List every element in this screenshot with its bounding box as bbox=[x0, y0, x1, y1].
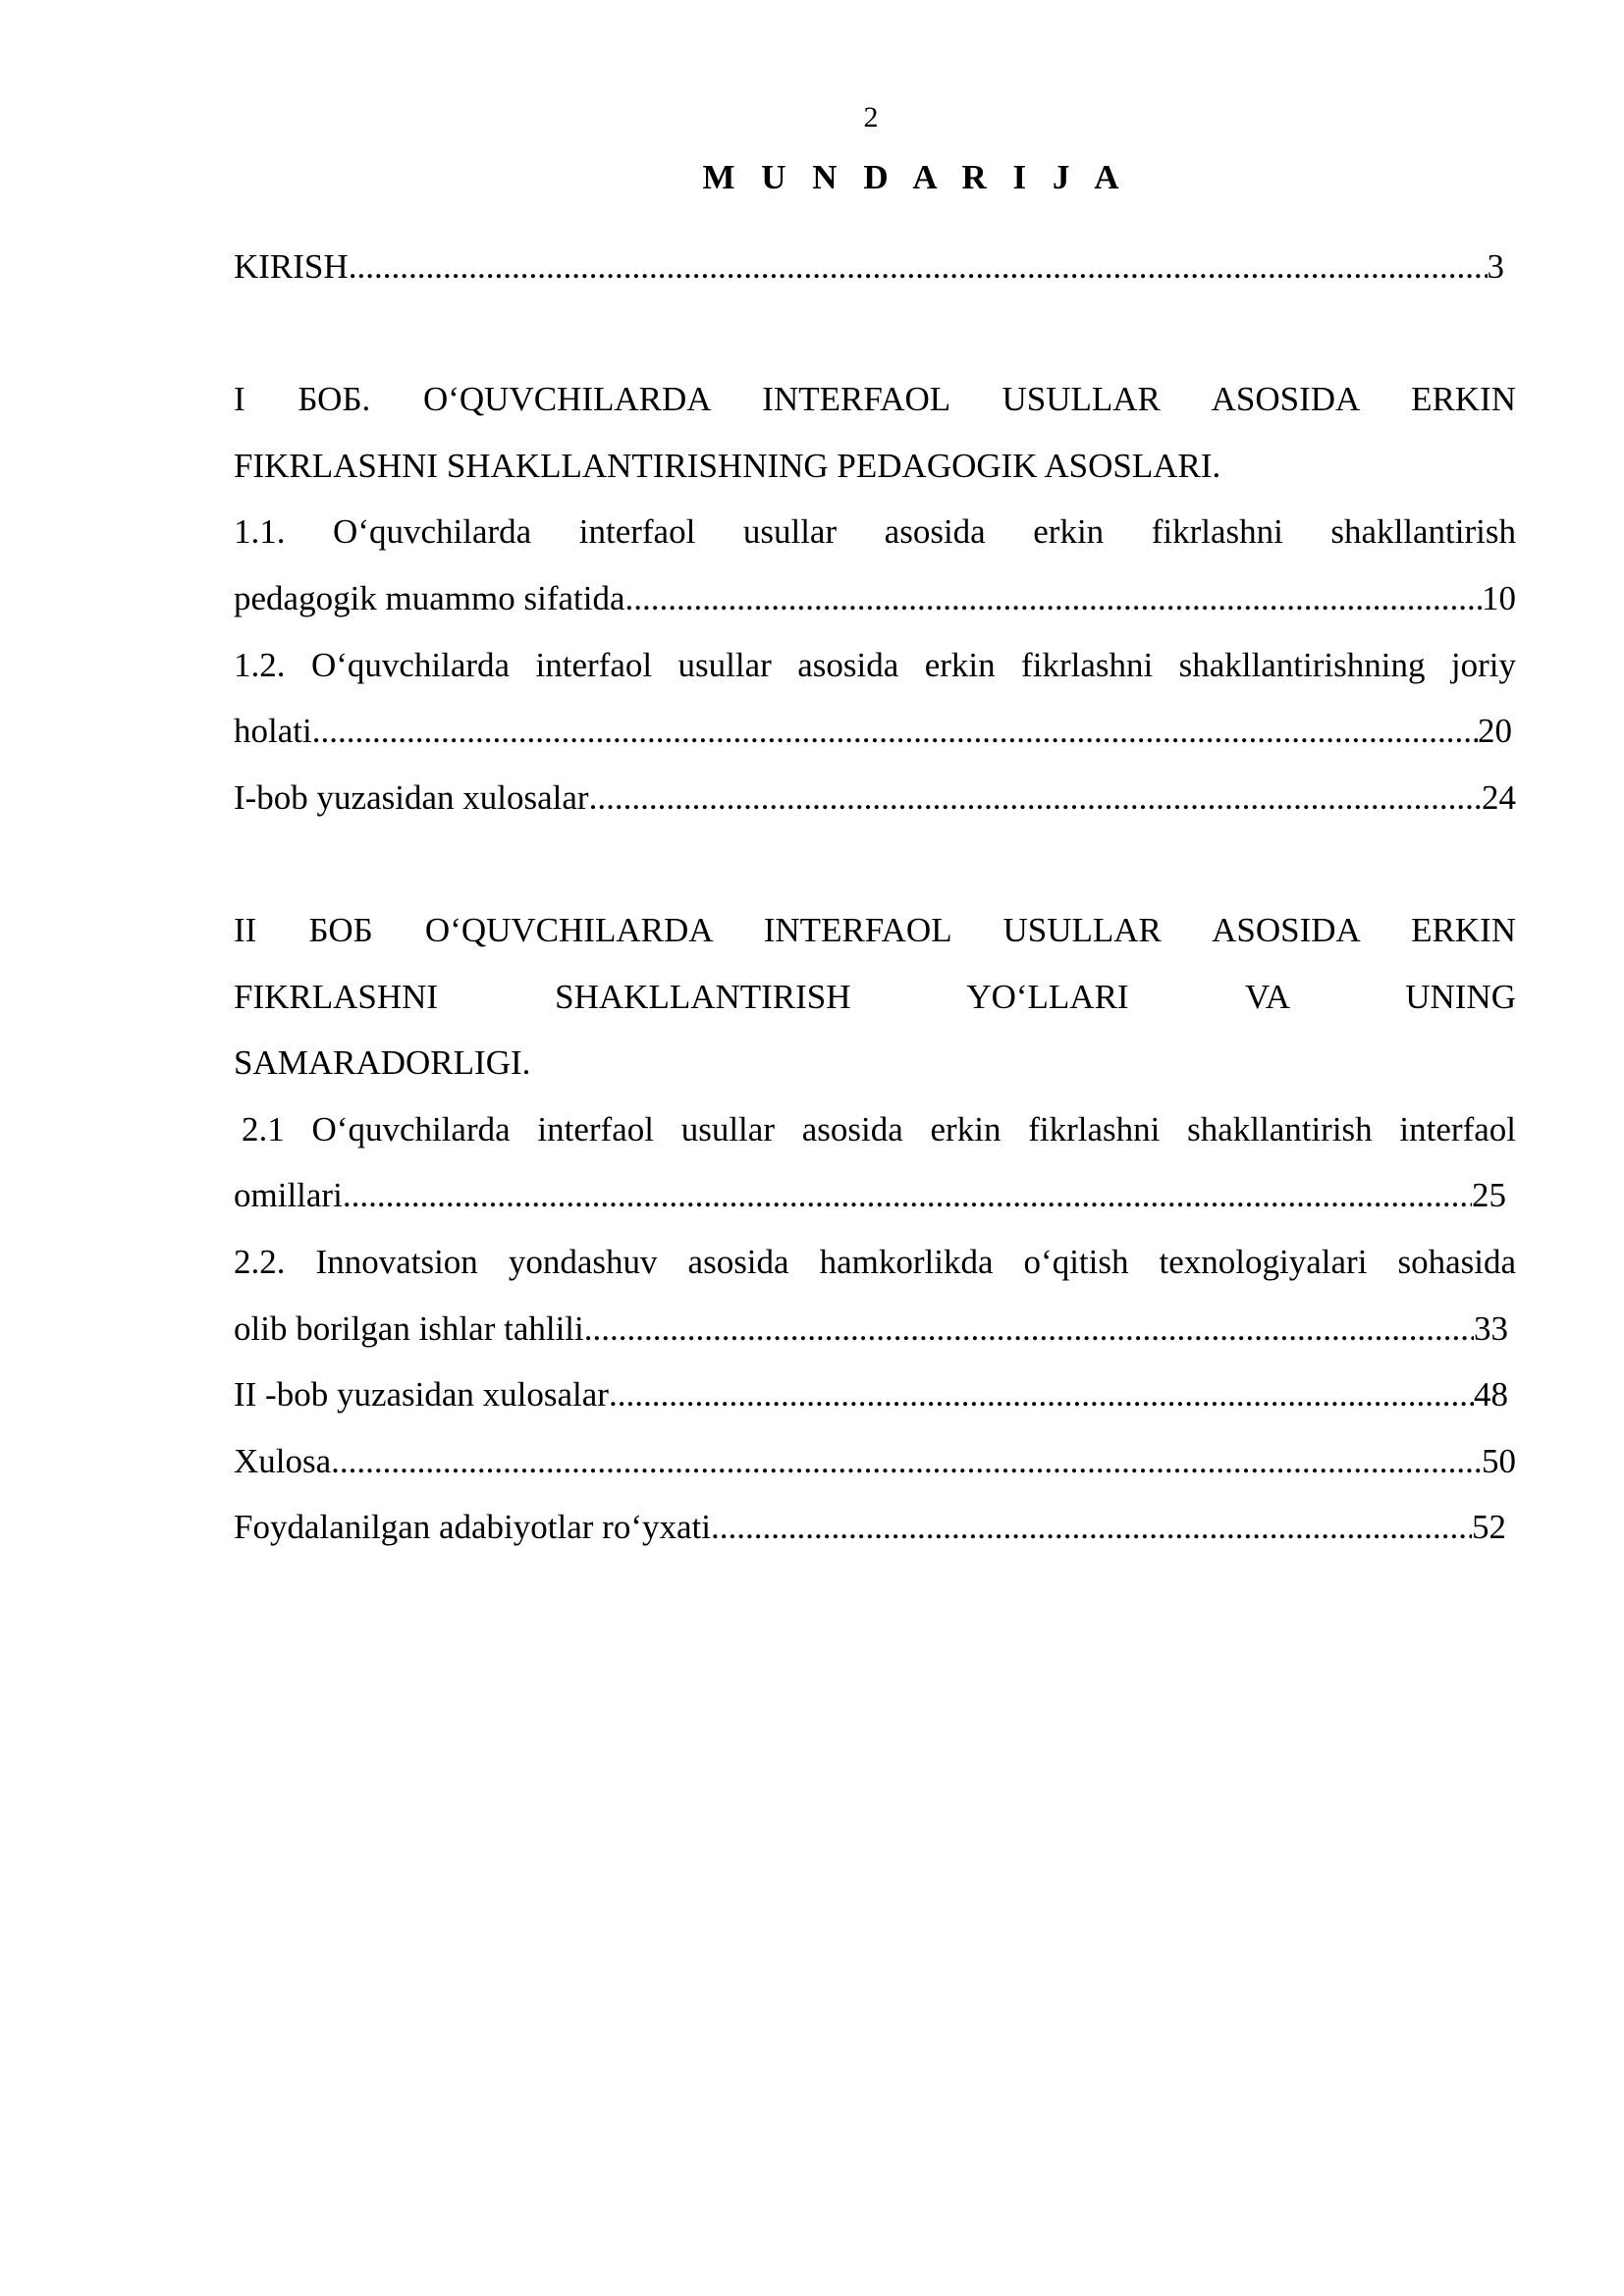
chapter-2-title-line-2: FIKRLASHNI SHAKLLANTIRISH YO‘LLARI VA UNING bbox=[234, 977, 1516, 1016]
toc-entry-label: Xulosa bbox=[234, 1441, 332, 1480]
toc-page-number: 10 bbox=[1482, 578, 1516, 617]
toc-entry-kirish[interactable] bbox=[234, 234, 1516, 300]
section-gap bbox=[234, 300, 1516, 367]
toc-page-number: 20 bbox=[1478, 712, 1512, 751]
toc-entry-xulosa[interactable] bbox=[234, 1428, 1516, 1495]
toc-title: M U N D A R I J A bbox=[702, 158, 1128, 196]
chapter-2-title-line-3: SAMARADORLIGI. bbox=[234, 1043, 531, 1083]
dot-leader bbox=[609, 1362, 1474, 1428]
toc-entry-label: KIRISH bbox=[234, 247, 349, 286]
entry-2-1-line-1: 2.1 O‘quvchilarda interfaol usullar asosida erkin fikrlashni shakllantirish interfaol bbox=[242, 1109, 1516, 1148]
toc-entry-conclusion-2[interactable] bbox=[234, 1362, 1516, 1428]
toc-entry-label: I-bob yuzasidan xulosalar bbox=[234, 777, 589, 817]
toc-entry-label: Foydalanilgan adabiyotlar ro‘yxati bbox=[234, 1508, 711, 1547]
toc-page-number: 24 bbox=[1482, 777, 1516, 817]
toc-entry-label: olib borilgan ishlar tahlili bbox=[234, 1308, 584, 1348]
entry-2-2-line-1: 2.2. Innovatsion yondashuv asosida hamkorlikda o‘qitish texnologiyalari sohasida bbox=[234, 1242, 1516, 1281]
dot-leader bbox=[711, 1494, 1472, 1561]
dot-leader bbox=[589, 765, 1482, 831]
dot-leader bbox=[331, 1428, 1482, 1495]
section-gap bbox=[234, 830, 1516, 897]
toc-page-number: 48 bbox=[1474, 1375, 1508, 1415]
entry-1-1-line-1: 1.1. O‘quvchilarda interfaol usullar asosida erkin fikrlashni shakllantirish bbox=[234, 512, 1516, 552]
toc-entry-label: omillari bbox=[234, 1176, 343, 1215]
toc-page-number: 3 bbox=[1487, 247, 1504, 286]
chapter-2-title-line-1: II БОБ O‘QUVCHILARDA INTERFAOL USULLAR ASOSIDA ERKIN bbox=[234, 910, 1516, 949]
entry-1-2-line-1: 1.2. O‘quvchilarda interfaol usullar asosida erkin fikrlashni shakllantirishning joriy bbox=[234, 645, 1516, 684]
toc-chapter-2[interactable] bbox=[234, 897, 1516, 1096]
toc-entry-references[interactable] bbox=[234, 1494, 1516, 1561]
toc-page-number: 52 bbox=[1472, 1508, 1506, 1547]
toc-entry-1-2[interactable] bbox=[234, 632, 1516, 765]
dot-leader bbox=[343, 1162, 1472, 1229]
dot-leader bbox=[312, 698, 1478, 765]
toc-entry-conclusion-1[interactable] bbox=[234, 765, 1516, 831]
chapter-1-title-line-2: FIKRLASHNI SHAKLLANTIRISHNING PEDAGOGIK ASOSLARI. bbox=[234, 446, 1221, 485]
toc-entry-label: pedagogik muammo sifatida bbox=[234, 578, 625, 617]
dot-leader bbox=[584, 1296, 1474, 1362]
toc-entry-2-1[interactable] bbox=[234, 1096, 1516, 1229]
toc-entry-label: holati bbox=[234, 712, 312, 751]
dot-leader bbox=[625, 565, 1482, 632]
dot-leader bbox=[349, 234, 1488, 300]
toc-entry-1-1[interactable] bbox=[234, 499, 1516, 631]
toc-page-number: 25 bbox=[1472, 1176, 1506, 1215]
toc-entry-2-2[interactable] bbox=[234, 1229, 1516, 1362]
toc-entry-label: II -bob yuzasidan xulosalar bbox=[234, 1375, 609, 1415]
toc-chapter-1[interactable] bbox=[234, 366, 1516, 499]
toc-page-number: 33 bbox=[1474, 1308, 1508, 1348]
chapter-1-title-line-1: I БОБ. O‘QUVCHILARDA INTERFAOL USULLAR ASOSIDA ERKIN bbox=[234, 380, 1516, 419]
toc-page-number: 50 bbox=[1482, 1441, 1516, 1480]
page-number: 2 bbox=[863, 101, 879, 133]
table-of-contents bbox=[234, 234, 1516, 1561]
